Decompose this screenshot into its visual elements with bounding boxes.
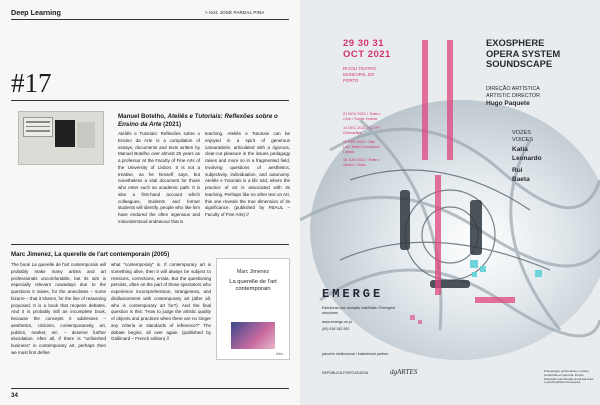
cover-title: La querelle de l'art contemporain	[229, 279, 277, 292]
event-month: OCT 2021	[343, 49, 391, 60]
tour-schedule: 21 NOV 2021 / Teatro-Cine / Torres Vedras 14 DEC 2021 / CCVF / Guimarães 20 FEB 2022 / São Luiz Teatro Municipal / Lisboa 18 JUN 2022 / Teatro Viriato / Viseu	[343, 112, 382, 168]
review1-title: Manuel Botelho, Ateliês e Tutoriais: Reflexões sobre o Ensino da Arte (2021)	[118, 113, 278, 129]
header-rule	[11, 19, 289, 20]
republica-portuguesa-logo: REPÚBLICA PORTUGUESA	[322, 371, 369, 375]
review2-column-2: what "contemporary" is. If contemporary art is something alive, then it will always be subject to revisions, corrections, errata. But the questioning persists, often on the part of those spectators who experience incomprehension, strangeness, and disillusionment with contemporary art (after all, who is contemporary art for?). And the final question is this: "How to judge the artistic quality of objects and practices when there are no longer any criteria or standards of reference?" The debate begins, all over again. (published by Gallimard – French edition) //	[111, 262, 211, 342]
review2-title: Marc Jimenez, La querelle de l'art contemporain (2005)	[11, 251, 170, 258]
show-headline: EXOSPHERE OPERA SYSTEM SOUNDSCAPE	[486, 37, 561, 70]
director-name: Hugo Paquete	[486, 100, 530, 107]
phone-number: (00) 918 182 952	[322, 327, 350, 331]
brand-subtitle: Estruturas com duração indefinida / Emergent structures	[322, 306, 396, 315]
footer-rule	[11, 388, 289, 389]
section-rule-2	[11, 244, 289, 245]
book-cover-image-1	[18, 111, 104, 165]
dgartes-logo: dgARTES	[390, 368, 418, 376]
cover-author: Marc Jimenez	[236, 269, 270, 275]
voice-name-1: Katia	[512, 146, 528, 153]
fine-print: Dramaturgia, performance e música produzidas em parceria. Projeto financiado pela Direção-Geral das Artes e pela República Portuguesa.	[544, 369, 594, 385]
page-number: 34	[11, 392, 18, 399]
voice-name-2: Leonardo	[512, 155, 542, 162]
partners-label: parceiro institucional / institutional partner	[322, 352, 389, 356]
section-rule-1	[11, 100, 289, 101]
review1-column-2: teaching. Ateliês e Tutoriais can be enjoyed in a spirit of generous camaraderie, articulated with a rigorous, clear-cut pleasure in the issues pedagogy raises and more so in a fragmented field, involving questions of aesthetics, subjectivity, individuation, and autonomy. Ateliês e Tutoriais is a life told, where the practice of art is associated with its teaching. Perhaps like no other text on Art, this one reveals the true dimension of its significance. (published by FBAUL – Faculty of Fine Arts) //	[205, 131, 290, 217]
issue-number: #17	[11, 68, 52, 98]
website: www.emerge-os.pt	[322, 320, 352, 324]
cover-artwork	[231, 322, 275, 349]
section-title: Deep Learning	[11, 8, 61, 17]
event-dates: 29 30 31	[343, 38, 384, 49]
right-page-poster	[300, 0, 600, 405]
cover-publisher: folio	[276, 352, 283, 356]
author-credit: > text: JOSÉ PARDAL PINA	[205, 10, 265, 15]
direction-label: DIREÇÃO ARTÍSTICA ARTISTIC DIRECTOR	[486, 86, 541, 99]
review2-column-1: The book La querelle de l'art contemporain will probably make many artists and art professionals uncomfortable, but its aim is especially relevant nowadays due to the questions it raises, for the anecdotes – some bizarre – that it shares, for the line of reasoning proposed. It is a book that reopens debates. And it is probably still an incomplete book, because the concepts it addresses – aesthetics, criticism, contemporaneity, art, publics, market, etc. – deserve further elucidation. After all, if there is "unfinished business" in contemporary art, perhaps then we must first define	[11, 262, 106, 355]
book-cover-image-2	[216, 258, 290, 360]
event-venue: RIVOLI TEATRO MUNICIPAL DO PORTO	[343, 66, 377, 83]
review1-column-1: Ateliês e Tutoriais: Reflexões sobre o Ensino da Arte is a compilation of essays, documents and texts written by Manuel Botelho over almost 26 years as a professor at the Faculty of Fine Arts of the University of Lisbon. It is not a treatise, as he himself says, but nonetheless a vital document for those who enter such an academic path. It is also a first-hand account which colleagues, students and former students will identify, people who like him have endured the often ingenious and misunderstood endeavour that is	[118, 131, 200, 224]
emerge-logo: EMERGE	[322, 287, 384, 301]
voices-label: VOZES VOICES	[512, 130, 534, 143]
voice-name-4: Baeta	[512, 176, 530, 183]
voice-name-3: Rui	[512, 167, 523, 174]
